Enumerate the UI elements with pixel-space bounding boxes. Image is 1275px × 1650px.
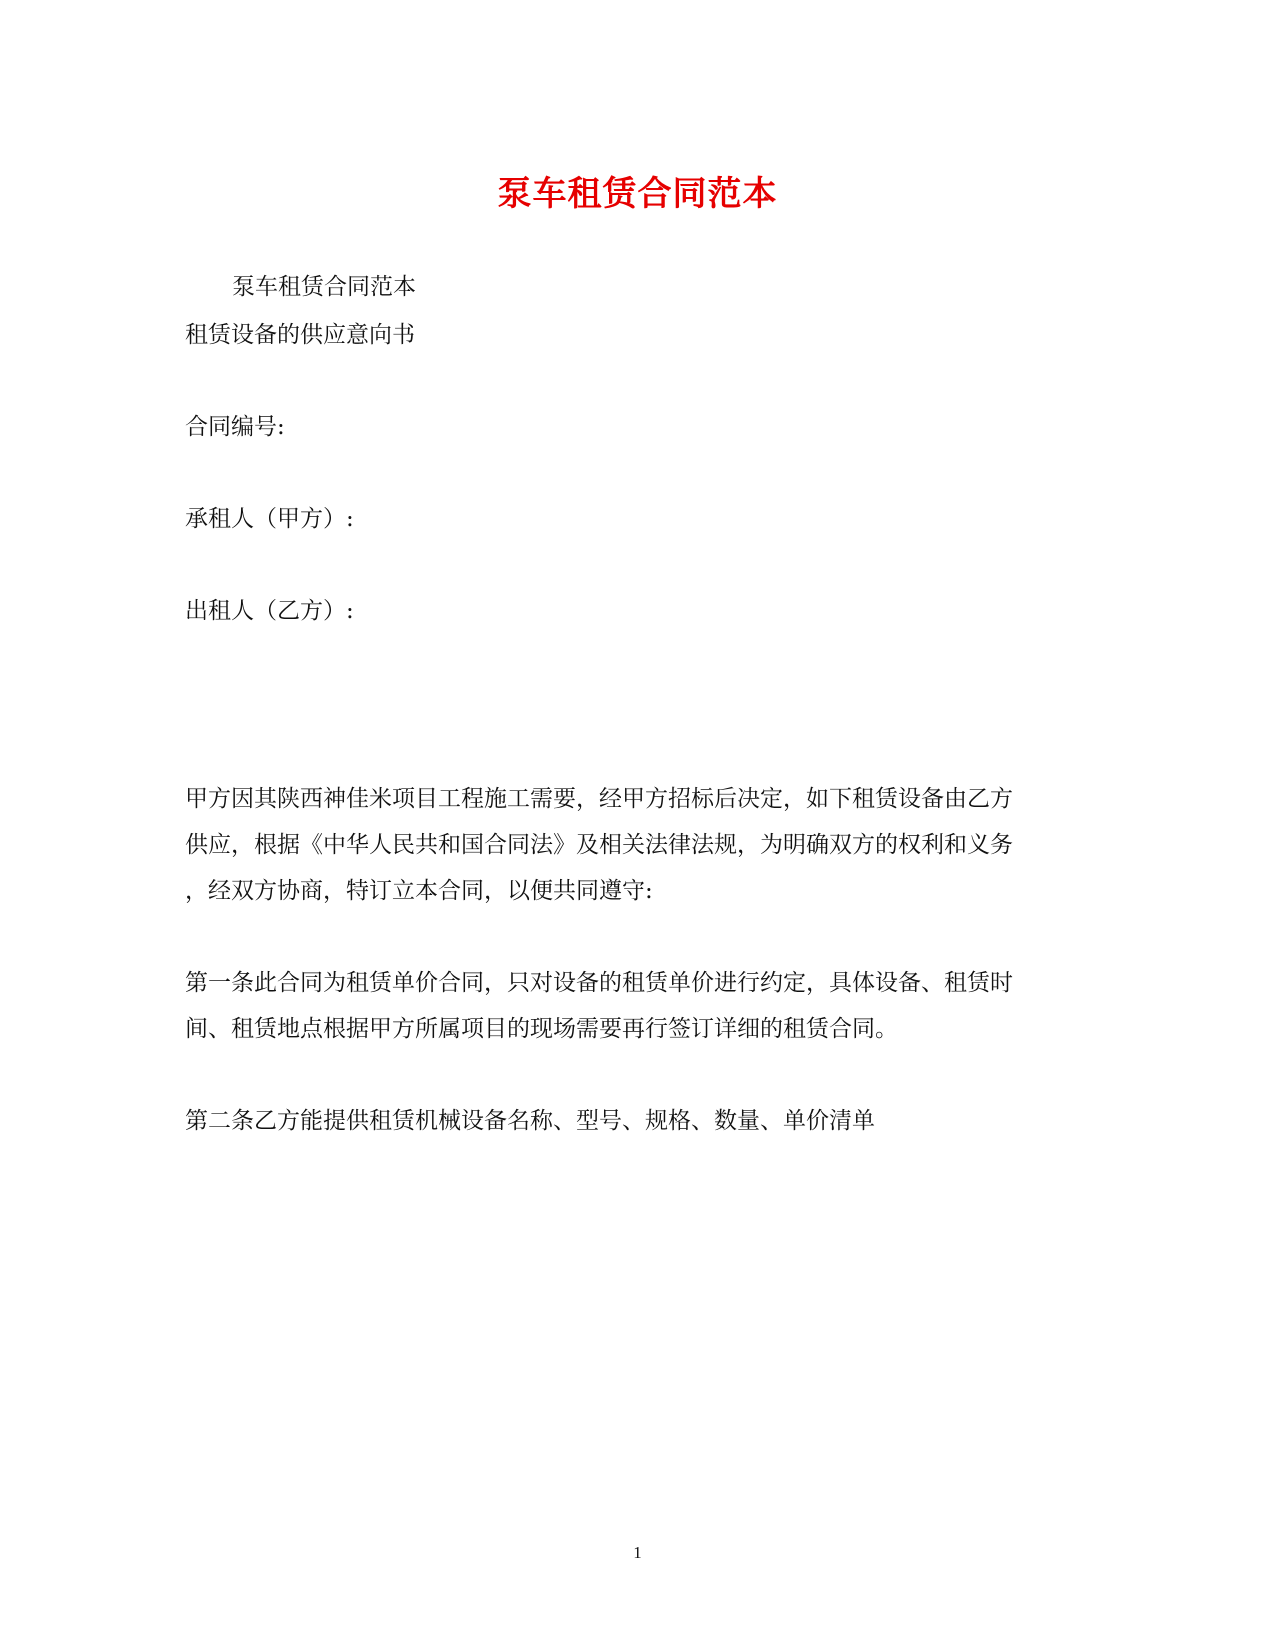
contract-number-label: 合同编号: — [185, 414, 285, 440]
article-2-line-1: 第二条乙方能提供租赁机械设备名称、型号、规格、数量、单价清单 — [185, 1108, 875, 1134]
document-title: 泵车租赁合同范本 — [497, 174, 778, 214]
lessee-label: 承租人（甲方）: — [185, 506, 354, 532]
preamble-line-3: ，经双方协商，特订立本合同，以便共同遵守: — [185, 878, 653, 904]
intent-letter-heading: 租赁设备的供应意向书 — [185, 322, 415, 348]
preamble-line-1: 甲方因其陕西神佳米项目工程施工需要，经甲方招标后决定，如下租赁设备由乙方 — [185, 786, 1013, 812]
article-1-line-2: 间、租赁地点根据甲方所属项目的现场需要再行签订详细的租赁合同。 — [185, 1016, 898, 1042]
lessor-label: 出租人（乙方）: — [185, 598, 354, 624]
preamble-line-2: 供应，根据《中华人民共和国合同法》及相关法律法规，为明确双方的权利和义务 — [185, 832, 1013, 858]
page-number: 1 — [633, 1543, 642, 1562]
article-1-line-1: 第一条此合同为租赁单价合同，只对设备的租赁单价进行约定，具体设备、租赁时 — [185, 970, 1013, 996]
subtitle-line: 泵车租赁合同范本 — [232, 274, 416, 300]
